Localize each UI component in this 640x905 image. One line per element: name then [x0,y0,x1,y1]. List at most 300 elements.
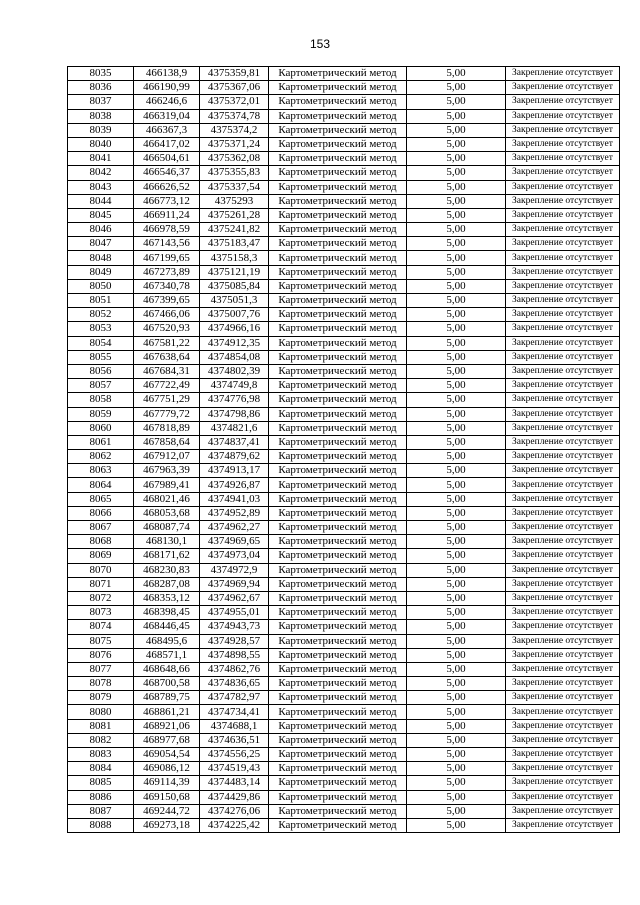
table-row [68,322,620,336]
point-number-cell: 8073 [68,606,134,620]
point-number-cell: 8082 [68,733,134,747]
error-cell: 5,00 [407,237,506,251]
y-coordinate-cell: 4374966,16 [200,322,269,336]
table-row [68,591,620,605]
error-cell: 5,00 [407,691,506,705]
fixing-cell: Закрепление отсутствует [506,464,620,478]
point-number-cell: 8067 [68,521,134,535]
coordinates-table [67,66,620,833]
point-number-cell: 8047 [68,237,134,251]
point-number-cell: 8088 [68,818,134,832]
table-row [68,194,620,208]
point-number-cell: 8084 [68,762,134,776]
method-cell: Картометрический метод [269,776,407,790]
x-coordinate-cell: 468130,1 [134,535,200,549]
point-number-cell: 8072 [68,591,134,605]
table-row [68,521,620,535]
x-coordinate-cell: 468398,45 [134,606,200,620]
point-number-cell: 8039 [68,123,134,137]
y-coordinate-cell: 4374898,55 [200,648,269,662]
table-row [68,790,620,804]
fixing-cell: Закрепление отсутствует [506,733,620,747]
fixing-cell: Закрепление отсутствует [506,265,620,279]
error-cell: 5,00 [407,364,506,378]
fixing-cell: Закрепление отсутствует [506,180,620,194]
error-cell: 5,00 [407,591,506,605]
error-cell: 5,00 [407,620,506,634]
x-coordinate-cell: 466626,52 [134,180,200,194]
error-cell: 5,00 [407,577,506,591]
fixing-cell: Закрепление отсутствует [506,435,620,449]
fixing-cell: Закрепление отсутствует [506,308,620,322]
point-number-cell: 8077 [68,662,134,676]
error-cell: 5,00 [407,762,506,776]
point-number-cell: 8061 [68,435,134,449]
x-coordinate-cell: 467273,89 [134,265,200,279]
x-coordinate-cell: 468571,1 [134,648,200,662]
point-number-cell: 8085 [68,776,134,790]
y-coordinate-cell: 4375374,78 [200,109,269,123]
error-cell: 5,00 [407,705,506,719]
method-cell: Картометрический метод [269,208,407,222]
fixing-cell: Закрепление отсутствует [506,393,620,407]
point-number-cell: 8054 [68,336,134,350]
x-coordinate-cell: 467751,29 [134,393,200,407]
method-cell: Картометрический метод [269,194,407,208]
error-cell: 5,00 [407,521,506,535]
table-row [68,166,620,180]
error-cell: 5,00 [407,464,506,478]
y-coordinate-cell: 4375121,19 [200,265,269,279]
method-cell: Картометрический метод [269,109,407,123]
fixing-cell: Закрепление отсутствует [506,379,620,393]
error-cell: 5,00 [407,322,506,336]
error-cell: 5,00 [407,804,506,818]
error-cell: 5,00 [407,719,506,733]
x-coordinate-cell: 466138,9 [134,67,200,81]
point-number-cell: 8076 [68,648,134,662]
point-number-cell: 8057 [68,379,134,393]
point-number-cell: 8080 [68,705,134,719]
error-cell: 5,00 [407,180,506,194]
x-coordinate-cell: 466911,24 [134,208,200,222]
point-number-cell: 8083 [68,748,134,762]
x-coordinate-cell: 467199,65 [134,251,200,265]
y-coordinate-cell: 4374862,76 [200,662,269,676]
y-coordinate-cell: 4374798,86 [200,407,269,421]
y-coordinate-cell: 4375359,81 [200,67,269,81]
fixing-cell: Закрепление отсутствует [506,521,620,535]
point-number-cell: 8049 [68,265,134,279]
fixing-cell: Закрепление отсутствует [506,776,620,790]
fixing-cell: Закрепление отсутствует [506,421,620,435]
method-cell: Картометрический метод [269,691,407,705]
error-cell: 5,00 [407,109,506,123]
x-coordinate-cell: 467818,89 [134,421,200,435]
fixing-cell: Закрепление отсутствует [506,762,620,776]
method-cell: Картометрический метод [269,662,407,676]
table-row [68,407,620,421]
x-coordinate-cell: 468495,6 [134,634,200,648]
point-number-cell: 8074 [68,620,134,634]
fixing-cell: Закрепление отсутствует [506,705,620,719]
point-number-cell: 8037 [68,95,134,109]
method-cell: Картометрический метод [269,563,407,577]
method-cell: Картометрический метод [269,804,407,818]
error-cell: 5,00 [407,123,506,137]
method-cell: Картометрический метод [269,634,407,648]
point-number-cell: 8071 [68,577,134,591]
error-cell: 5,00 [407,563,506,577]
error-cell: 5,00 [407,421,506,435]
y-coordinate-cell: 4374837,41 [200,435,269,449]
table-row [68,81,620,95]
y-coordinate-cell: 4374962,67 [200,591,269,605]
method-cell: Картометрический метод [269,407,407,421]
y-coordinate-cell: 4374912,35 [200,336,269,350]
y-coordinate-cell: 4375293 [200,194,269,208]
table-row [68,492,620,506]
x-coordinate-cell: 467143,56 [134,237,200,251]
fixing-cell: Закрепление отсутствует [506,677,620,691]
table-row [68,67,620,81]
fixing-cell: Закрепление отсутствует [506,194,620,208]
y-coordinate-cell: 4374941,03 [200,492,269,506]
method-cell: Картометрический метод [269,450,407,464]
point-number-cell: 8035 [68,67,134,81]
point-number-cell: 8058 [68,393,134,407]
method-cell: Картометрический метод [269,166,407,180]
table-row [68,634,620,648]
x-coordinate-cell: 468977,68 [134,733,200,747]
point-number-cell: 8086 [68,790,134,804]
fixing-cell: Закрепление отсутствует [506,322,620,336]
y-coordinate-cell: 4374734,41 [200,705,269,719]
fixing-cell: Закрепление отсутствует [506,123,620,137]
x-coordinate-cell: 469150,68 [134,790,200,804]
y-coordinate-cell: 4374276,06 [200,804,269,818]
fixing-cell: Закрепление отсутствует [506,478,620,492]
fixing-cell: Закрепление отсутствует [506,109,620,123]
y-coordinate-cell: 4375261,28 [200,208,269,222]
x-coordinate-cell: 467520,93 [134,322,200,336]
fixing-cell: Закрепление отсутствует [506,137,620,151]
point-number-cell: 8046 [68,223,134,237]
y-coordinate-cell: 4375371,24 [200,137,269,151]
x-coordinate-cell: 469273,18 [134,818,200,832]
point-number-cell: 8041 [68,152,134,166]
method-cell: Картометрический метод [269,492,407,506]
method-cell: Картометрический метод [269,152,407,166]
x-coordinate-cell: 469244,72 [134,804,200,818]
x-coordinate-cell: 468353,12 [134,591,200,605]
x-coordinate-cell: 468230,83 [134,563,200,577]
fixing-cell: Закрепление отсутствует [506,237,620,251]
method-cell: Картометрический метод [269,577,407,591]
point-number-cell: 8042 [68,166,134,180]
method-cell: Картометрический метод [269,350,407,364]
method-cell: Картометрический метод [269,620,407,634]
error-cell: 5,00 [407,393,506,407]
x-coordinate-cell: 466417,02 [134,137,200,151]
error-cell: 5,00 [407,748,506,762]
fixing-cell: Закрепление отсутствует [506,606,620,620]
table-row [68,464,620,478]
error-cell: 5,00 [407,648,506,662]
table-row [68,251,620,265]
x-coordinate-cell: 467638,64 [134,350,200,364]
error-cell: 5,00 [407,137,506,151]
point-number-cell: 8053 [68,322,134,336]
fixing-cell: Закрепление отсутствует [506,364,620,378]
x-coordinate-cell: 468861,21 [134,705,200,719]
page-number: 153 [309,37,331,51]
table-row [68,336,620,350]
x-coordinate-cell: 468648,66 [134,662,200,676]
fixing-cell: Закрепление отсутствует [506,506,620,520]
table-row [68,223,620,237]
x-coordinate-cell: 469086,12 [134,762,200,776]
fixing-cell: Закрепление отсутствует [506,95,620,109]
error-cell: 5,00 [407,535,506,549]
point-number-cell: 8066 [68,506,134,520]
method-cell: Картометрический метод [269,364,407,378]
y-coordinate-cell: 4374879,62 [200,450,269,464]
table-row [68,762,620,776]
method-cell: Картометрический метод [269,81,407,95]
method-cell: Картометрический метод [269,308,407,322]
x-coordinate-cell: 467858,64 [134,435,200,449]
method-cell: Картометрический метод [269,591,407,605]
x-coordinate-cell: 466190,99 [134,81,200,95]
table-row [68,606,620,620]
y-coordinate-cell: 4374913,17 [200,464,269,478]
method-cell: Картометрический метод [269,677,407,691]
table-row [68,549,620,563]
method-cell: Картометрический метод [269,748,407,762]
x-coordinate-cell: 467399,65 [134,294,200,308]
x-coordinate-cell: 468446,45 [134,620,200,634]
fixing-cell: Закрепление отсутствует [506,407,620,421]
point-number-cell: 8079 [68,691,134,705]
point-number-cell: 8059 [68,407,134,421]
table-row [68,308,620,322]
table-row [68,563,620,577]
fixing-cell: Закрепление отсутствует [506,620,620,634]
x-coordinate-cell: 467722,49 [134,379,200,393]
table-row [68,804,620,818]
y-coordinate-cell: 4374972,9 [200,563,269,577]
method-cell: Картометрический метод [269,549,407,563]
y-coordinate-cell: 4374636,51 [200,733,269,747]
fixing-cell: Закрепление отсутствует [506,336,620,350]
table-row [68,95,620,109]
y-coordinate-cell: 4375374,2 [200,123,269,137]
point-number-cell: 8087 [68,804,134,818]
error-cell: 5,00 [407,818,506,832]
x-coordinate-cell: 467779,72 [134,407,200,421]
fixing-cell: Закрепление отсутствует [506,166,620,180]
error-cell: 5,00 [407,407,506,421]
method-cell: Картометрический метод [269,180,407,194]
error-cell: 5,00 [407,336,506,350]
y-coordinate-cell: 4375241,82 [200,223,269,237]
fixing-cell: Закрепление отсутствует [506,294,620,308]
x-coordinate-cell: 468921,06 [134,719,200,733]
x-coordinate-cell: 466246,6 [134,95,200,109]
point-number-cell: 8048 [68,251,134,265]
x-coordinate-cell: 466773,12 [134,194,200,208]
y-coordinate-cell: 4375085,84 [200,279,269,293]
method-cell: Картометрический метод [269,506,407,520]
y-coordinate-cell: 4375367,06 [200,81,269,95]
y-coordinate-cell: 4374952,89 [200,506,269,520]
fixing-cell: Закрепление отсутствует [506,152,620,166]
y-coordinate-cell: 4374802,39 [200,364,269,378]
y-coordinate-cell: 4375362,08 [200,152,269,166]
table-row [68,733,620,747]
fixing-cell: Закрепление отсутствует [506,719,620,733]
y-coordinate-cell: 4374973,04 [200,549,269,563]
fixing-cell: Закрепление отсутствует [506,81,620,95]
x-coordinate-cell: 467912,07 [134,450,200,464]
x-coordinate-cell: 466367,3 [134,123,200,137]
error-cell: 5,00 [407,662,506,676]
error-cell: 5,00 [407,223,506,237]
table-row [68,350,620,364]
error-cell: 5,00 [407,350,506,364]
x-coordinate-cell: 466978,59 [134,223,200,237]
point-number-cell: 8036 [68,81,134,95]
method-cell: Картометрический метод [269,790,407,804]
point-number-cell: 8040 [68,137,134,151]
error-cell: 5,00 [407,733,506,747]
table-row [68,152,620,166]
x-coordinate-cell: 467581,22 [134,336,200,350]
point-number-cell: 8078 [68,677,134,691]
y-coordinate-cell: 4375158,3 [200,251,269,265]
error-cell: 5,00 [407,95,506,109]
table-row [68,265,620,279]
point-number-cell: 8050 [68,279,134,293]
y-coordinate-cell: 4374962,27 [200,521,269,535]
fixing-cell: Закрепление отсутствует [506,662,620,676]
fixing-cell: Закрепление отсутствует [506,748,620,762]
error-cell: 5,00 [407,194,506,208]
table-row [68,748,620,762]
error-cell: 5,00 [407,677,506,691]
method-cell: Картометрический метод [269,535,407,549]
y-coordinate-cell: 4375355,83 [200,166,269,180]
method-cell: Картометрический метод [269,606,407,620]
table-row [68,577,620,591]
y-coordinate-cell: 4374969,65 [200,535,269,549]
point-number-cell: 8060 [68,421,134,435]
error-cell: 5,00 [407,208,506,222]
x-coordinate-cell: 467340,78 [134,279,200,293]
point-number-cell: 8051 [68,294,134,308]
x-coordinate-cell: 467989,41 [134,478,200,492]
error-cell: 5,00 [407,606,506,620]
table-row [68,435,620,449]
y-coordinate-cell: 4374955,01 [200,606,269,620]
fixing-cell: Закрепление отсутствует [506,634,620,648]
y-coordinate-cell: 4374556,25 [200,748,269,762]
y-coordinate-cell: 4374943,73 [200,620,269,634]
fixing-cell: Закрепление отсутствует [506,251,620,265]
point-number-cell: 8062 [68,450,134,464]
error-cell: 5,00 [407,478,506,492]
method-cell: Картометрический метод [269,762,407,776]
x-coordinate-cell: 466319,04 [134,109,200,123]
method-cell: Картометрический метод [269,265,407,279]
fixing-cell: Закрепление отсутствует [506,591,620,605]
fixing-cell: Закрепление отсутствует [506,577,620,591]
method-cell: Картометрический метод [269,648,407,662]
point-number-cell: 8064 [68,478,134,492]
table-row [68,450,620,464]
fixing-cell: Закрепление отсутствует [506,67,620,81]
error-cell: 5,00 [407,634,506,648]
table-row [68,662,620,676]
fixing-cell: Закрепление отсутствует [506,804,620,818]
y-coordinate-cell: 4375007,76 [200,308,269,322]
table-row [68,180,620,194]
method-cell: Картометрический метод [269,95,407,109]
y-coordinate-cell: 4374821,6 [200,421,269,435]
y-coordinate-cell: 4374782,97 [200,691,269,705]
method-cell: Картометрический метод [269,251,407,265]
method-cell: Картометрический метод [269,67,407,81]
fixing-cell: Закрепление отсутствует [506,350,620,364]
error-cell: 5,00 [407,790,506,804]
y-coordinate-cell: 4374926,87 [200,478,269,492]
y-coordinate-cell: 4374776,98 [200,393,269,407]
point-number-cell: 8081 [68,719,134,733]
table-row [68,478,620,492]
fixing-cell: Закрепление отсутствует [506,691,620,705]
y-coordinate-cell: 4374519,43 [200,762,269,776]
method-cell: Картометрический метод [269,478,407,492]
method-cell: Картометрический метод [269,279,407,293]
table-row [68,123,620,137]
error-cell: 5,00 [407,450,506,464]
error-cell: 5,00 [407,549,506,563]
table-row [68,506,620,520]
x-coordinate-cell: 468171,62 [134,549,200,563]
error-cell: 5,00 [407,265,506,279]
fixing-cell: Закрепление отсутствует [506,279,620,293]
table-row [68,719,620,733]
error-cell: 5,00 [407,294,506,308]
method-cell: Картометрический метод [269,379,407,393]
x-coordinate-cell: 468700,58 [134,677,200,691]
error-cell: 5,00 [407,279,506,293]
method-cell: Картометрический метод [269,294,407,308]
table-row [68,705,620,719]
table-row [68,364,620,378]
error-cell: 5,00 [407,492,506,506]
point-number-cell: 8045 [68,208,134,222]
method-cell: Картометрический метод [269,421,407,435]
x-coordinate-cell: 467466,06 [134,308,200,322]
y-coordinate-cell: 4374749,8 [200,379,269,393]
fixing-cell: Закрепление отсутствует [506,450,620,464]
point-number-cell: 8063 [68,464,134,478]
y-coordinate-cell: 4374928,57 [200,634,269,648]
table-body [68,67,620,833]
y-coordinate-cell: 4375183,47 [200,237,269,251]
